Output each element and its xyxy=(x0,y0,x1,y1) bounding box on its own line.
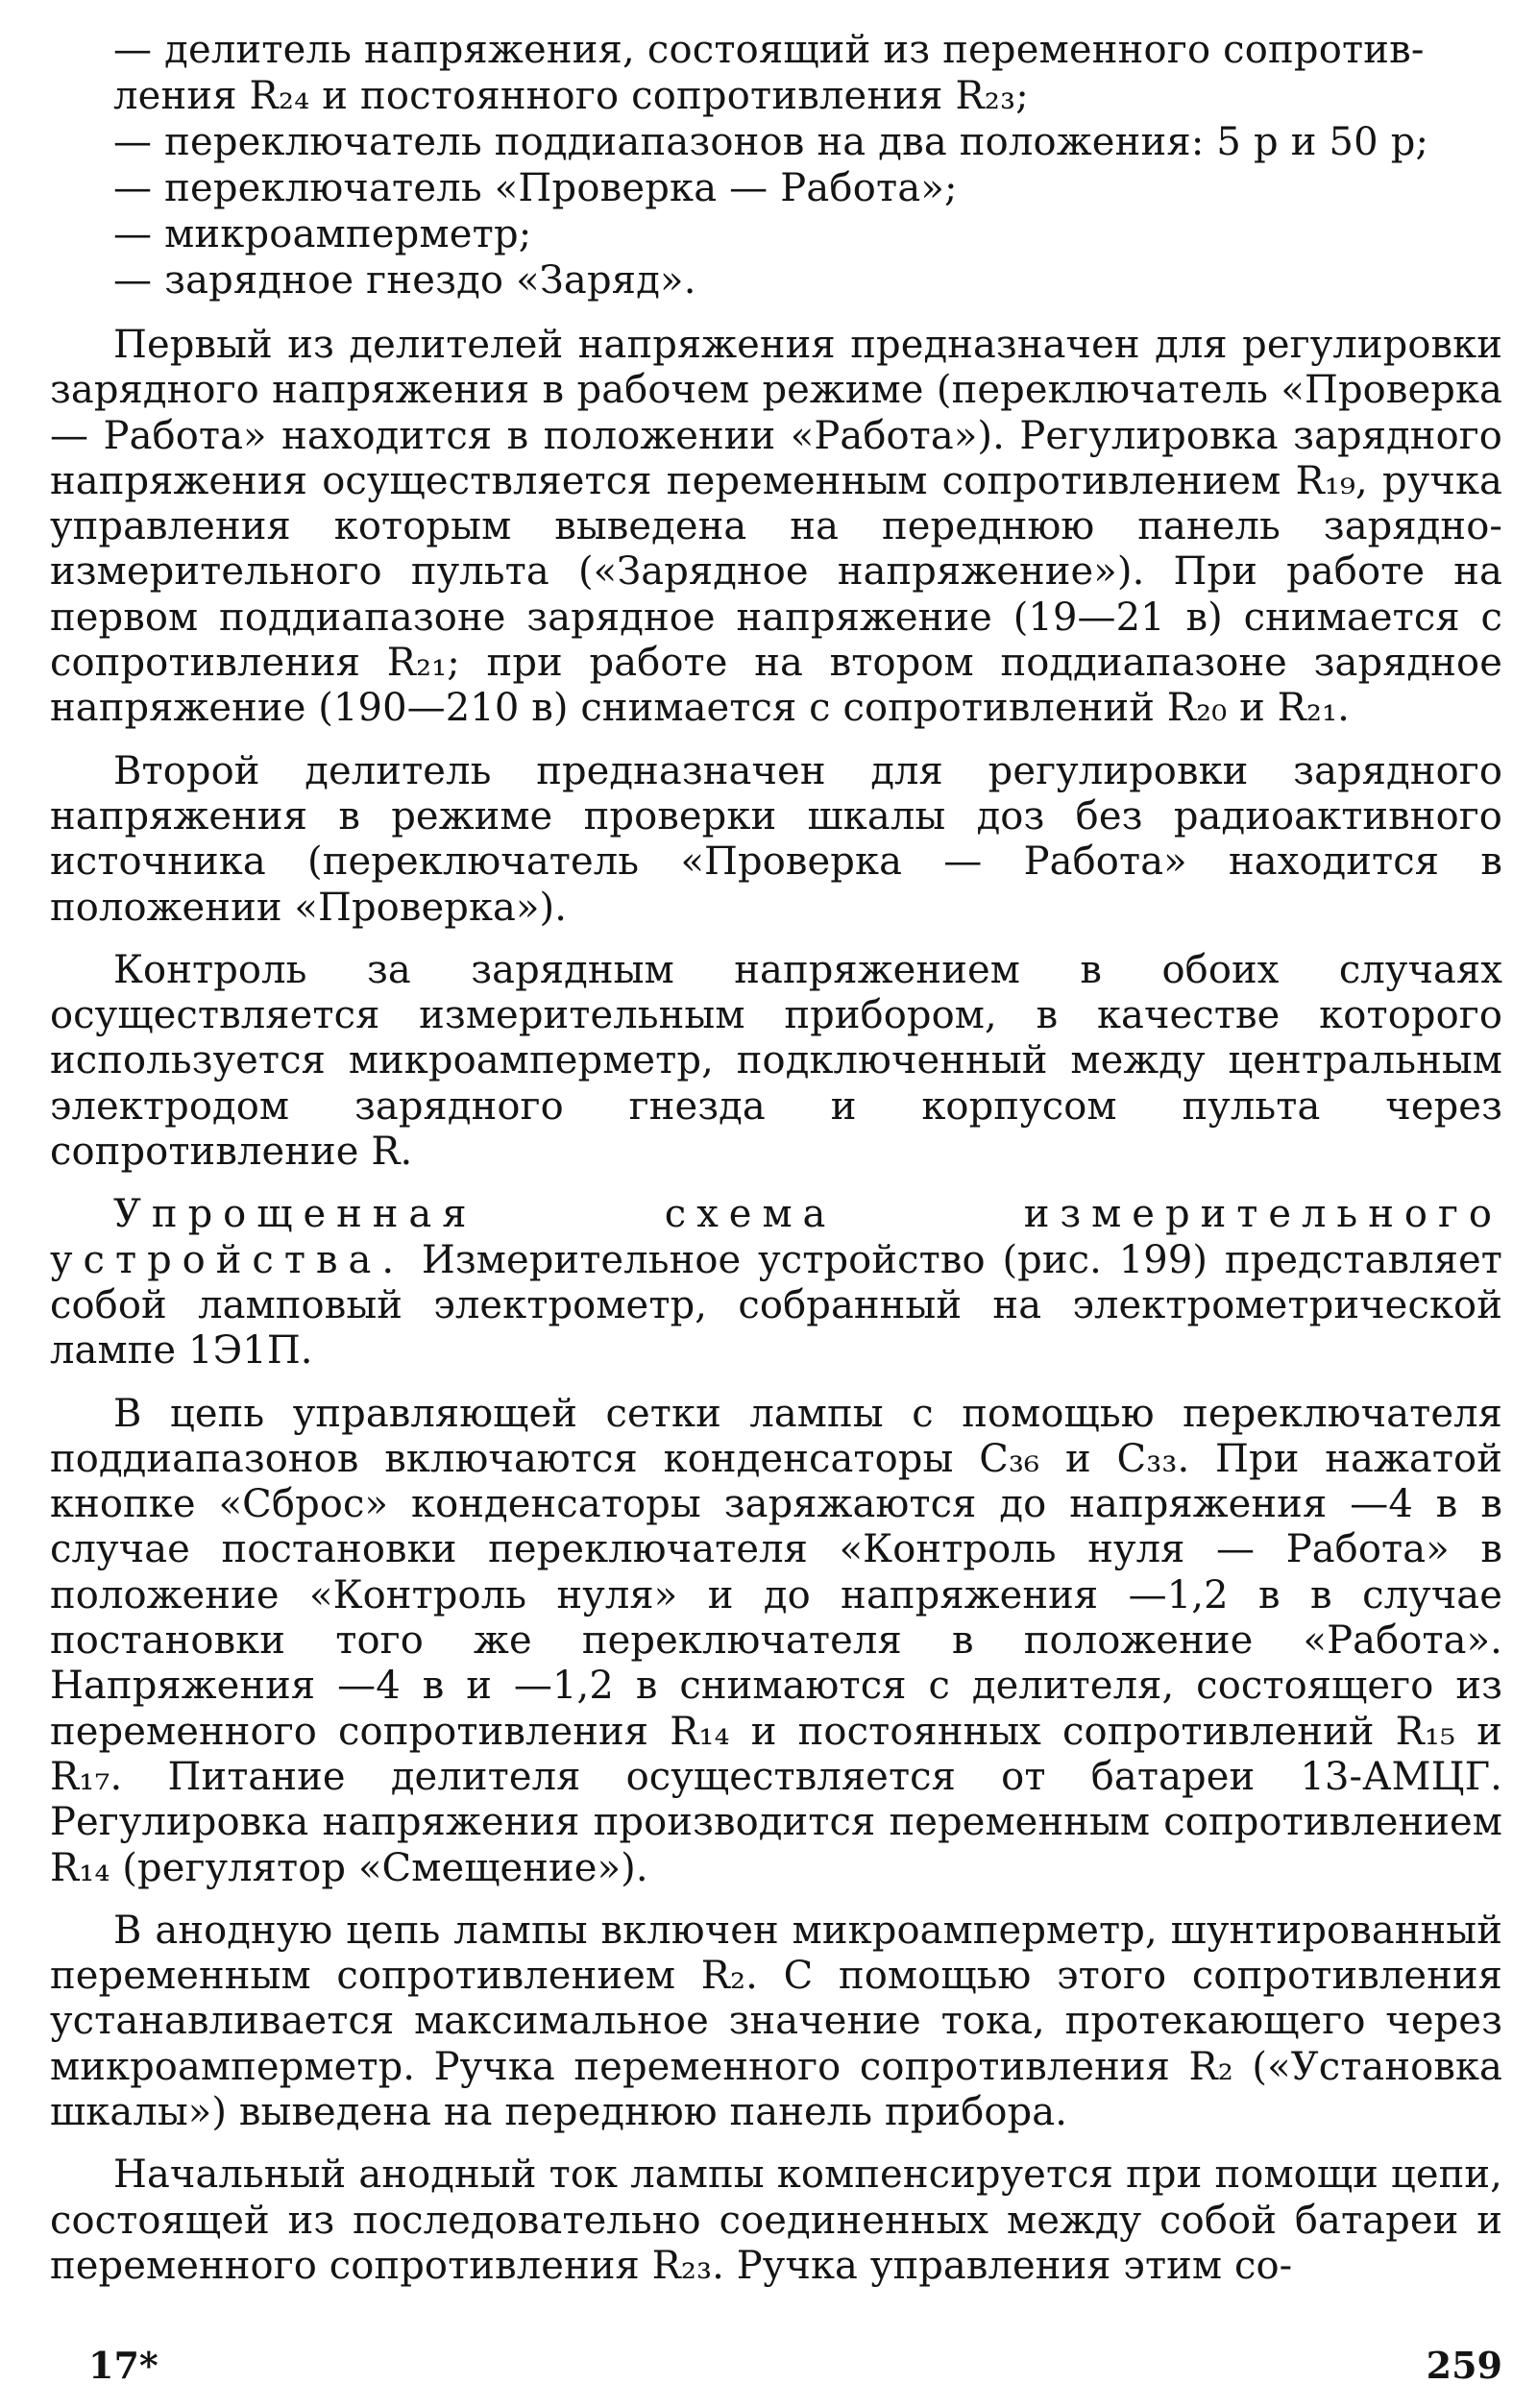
paragraph-first-divider: Первый из делителей напряжения предназначен для регулировки зарядного напряжения в рабочем режиме (переключатель «Проверка — Работа» находится в положении «Работа»). Регулировка зарядного напряжения осуществляется переменным сопротивлением R₁₉, ручка управления которым выведена на переднюю панель зарядно-измерительного пульта («Зарядное напряжение»). При работе на первом поддиапазоне зарядное напряжение (19—21 в) снимается с сопротивления R₂₁; при работе на втором поддиапазоне зарядное напряжение (190—210 в) снимается с сопротивлений R₂₀ и R₂₁. xyxy=(50,323,1502,731)
list-item: — переключатель «Проверка — Работа»; xyxy=(113,166,958,210)
page-number: 259 xyxy=(1426,2344,1502,2387)
paragraph-measuring-device xyxy=(50,1192,1502,1374)
list-item: — зарядное гнездо «Заряд». xyxy=(113,258,696,303)
list-item: — переключатель поддиапазонов на два положения: 5 р и 50 р; xyxy=(113,120,1429,164)
paragraph-voltage-control: Контроль за зарядным напряжением в обоих случаях осуществляется измерительным прибором, в качестве которого используется микроамперметр, подключенный между центральным электродом зарядного гнезда и корпусом пульта через сопротивление R. xyxy=(50,947,1502,1175)
paragraph-anode-circuit: В анодную цепь лампы включен микроамперметр, шунтированный переменным сопротивлением R₂. С помощью этого сопротивления устанавливается максимальное значение тока, протекающего через микроамперметр. Ручка переменного сопротивления R₂ («Установка шкалы») выведена на переднюю панель прибора. xyxy=(50,1908,1502,2134)
section-heading: Упрощенная схема измерительного устройства. xyxy=(50,1192,1502,1282)
list-item: ления R₂₄ и постоянного сопротивления R₂₃; xyxy=(113,74,1029,118)
page-footer xyxy=(50,2344,1502,2392)
component-list xyxy=(50,27,1502,304)
list-item: — делитель напряжения, состоящий из переменного сопротив- xyxy=(113,28,1425,72)
paragraph-anode-current: Начальный анодный ток лампы компенсируется при помощи цепи, состоящей из последовательно соединенных между собой батареи и переменного сопротивления R₂₃. Ручка управления этим со- xyxy=(50,2153,1502,2288)
section-body: Измерительное устройство (рис. 199) представляет собой ламповый электрометр, собранный на электрометрической лампе 1Э1П. xyxy=(50,1237,1502,1374)
signature-mark: 17* xyxy=(88,2344,159,2387)
paragraph-second-divider: Второй делитель предназначен для регулировки зарядного напряжения в режиме проверки шкалы доз без радиоактивного источника (переключатель «Проверка — Работа» находится в положении «Проверка»). xyxy=(50,748,1502,930)
list-item: — микроамперметр; xyxy=(113,212,532,256)
book-page xyxy=(50,27,1502,2390)
paragraph-grid-circuit: В цепь управляющей сетки лампы с помощью переключателя поддиапазонов включаются конденсаторы С₃₆ и С₃₃. При нажатой кнопке «Сброс» конденсаторы заряжаются до напряжения —4 в в случае постановки переключателя «Контроль нуля — Работа» в положение «Контроль нуля» и до напряжения —1,2 в в случае постановки того же переключателя в положение «Работа». Напряжения —4 в и —1,2 в снимаются с делителя, состоящего из переменного сопротивления R₁₄ и постоянных сопротивлений R₁₅ и R₁₇. Питание делителя осуществляется от батареи 13-АМЦГ. Регулировка напряжения производится переменным сопротивлением R₁₄ (регулятор «Смещение»). xyxy=(50,1391,1502,1890)
